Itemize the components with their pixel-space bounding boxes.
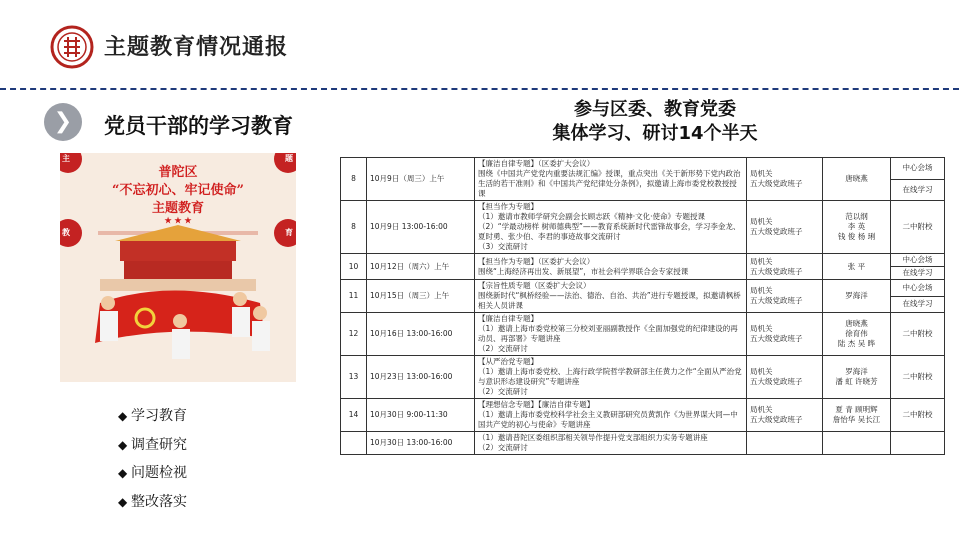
list-item: ◆ 问题检视 [118, 459, 187, 488]
table-cell [891, 432, 945, 455]
table-cell: 10月30日 9:00-11:30 [367, 399, 475, 432]
table-cell [823, 432, 891, 455]
table-cell: 在线学习 [891, 179, 945, 201]
org-line: 五大级党政班子 [750, 179, 803, 188]
poster-corner-tl: 主 [62, 154, 70, 163]
org-line: 五大级党政班子 [750, 266, 803, 276]
table-row [341, 356, 945, 399]
schedule-table [340, 157, 945, 455]
org-line: 五大级党政班子 [750, 377, 803, 386]
table-cell: 二中附校 [891, 356, 945, 399]
org-line: 局机关 [750, 324, 773, 333]
table-cell: 在线学习 [891, 296, 945, 313]
table-row [341, 399, 945, 432]
table-row [341, 254, 945, 267]
table-cell: 【担当作为专题】 （1）邀请市教师学研究会副会长顾志跃《精神·文化·使命》专题授课 （2）“学最动榜样 树师德典型”——教育系统新时代雷锋故事会，学习李金龙、夏时勇、张少伯、李君的事迹故事交流研讨 （3）交流研讨 [475, 201, 747, 254]
table-cell [747, 356, 823, 399]
poster-corner-bl: 教 [62, 228, 70, 237]
table-cell [747, 254, 823, 280]
table-cell: 10月15日（周三）上午 [367, 280, 475, 313]
table-row [341, 201, 945, 254]
table-cell: 10月12日（周六）上午 [367, 254, 475, 280]
table-cell: 【担当作为专题】（区委扩大会议） 围绕“上海经济再出发、新展望”，市社会科学界联合会专家授课 [475, 254, 747, 280]
chevron-right-icon: ❯ [44, 103, 82, 141]
table-cell: 罗海洋 潘 虹 许晓芳 [823, 356, 891, 399]
table-cell: 唐晓燕 徐育伟 陆 杰 吴 晔 [823, 313, 891, 356]
table-cell: 10月9日（周三）上午 [367, 158, 475, 201]
org-line: 五大级党政班子 [750, 334, 803, 343]
table-cell: 13 [341, 356, 367, 399]
headline-line1: 参与区委、教育党委 [574, 99, 736, 120]
org-line: 局机关 [750, 217, 773, 226]
table-cell: 【廉洁自律专题】（区委扩大会议） 围绕《中国共产党党内重要法规汇编》授课，重点突出《关于新形势下党内政治生活的若干准则》和《中国共产党纪律处分条例》，拟邀请上海市委党校教授授课 [475, 158, 747, 201]
table-cell [747, 432, 823, 455]
table-cell [747, 201, 823, 254]
table-cell: 【理想信念专题】【廉洁自律专题】 （1）邀请上海市委党校科学社会主义教研部研究员黄凯作《为世界谋大同—中国共产党的初心与使命》专题讲座 [475, 399, 747, 432]
table-cell: 在线学习 [891, 267, 945, 280]
table-cell: 10月30日 13:00-16:00 [367, 432, 475, 455]
table-cell [747, 399, 823, 432]
org-line: 局机关 [750, 405, 773, 414]
table-cell [747, 313, 823, 356]
poster-line1: 普陀区 [158, 165, 198, 180]
section-subtitle: 党员干部的学习教育 [104, 114, 293, 138]
page-title: 主题教育情况通报 [104, 35, 289, 60]
header-divider [0, 88, 959, 90]
table-cell: 10月23日 13:00-16:00 [367, 356, 475, 399]
table-cell: 8 [341, 158, 367, 201]
headline [500, 98, 810, 146]
table-cell: 夏 青 顾明辉 詹怡华 吴长江 [823, 399, 891, 432]
table-cell: 罗海洋 [823, 280, 891, 313]
table-row [341, 313, 945, 356]
table-cell: 张 平 [823, 254, 891, 280]
table-cell [747, 158, 823, 201]
org-line: 局机关 [750, 169, 773, 178]
headline-line2: 集体学习、研讨14个半天 [552, 123, 758, 144]
org-line: 局机关 [750, 286, 773, 295]
table-row [341, 432, 945, 455]
table-cell: 10 [341, 254, 367, 280]
poster-corner-br: 育 [285, 228, 293, 237]
org-line: 五大级党政班子 [750, 296, 803, 305]
table-cell: 唐晓燕 [823, 158, 891, 201]
list-item: ◆ 学习教育 [118, 402, 187, 431]
theme-poster [60, 153, 296, 382]
emblem-icon [50, 25, 94, 69]
poster-stars: ★ ★ ★ [164, 215, 192, 225]
table-cell [341, 432, 367, 455]
poster-line3: 主题教育 [151, 201, 204, 216]
org-line: 五大级党政班子 [750, 227, 803, 236]
table-cell: 10月16日 13:00-16:00 [367, 313, 475, 356]
table-cell [747, 280, 823, 313]
table-cell: （1）邀请普陀区委组织部相关领导作提升党支部组织力实务专题讲座 （2）交流研讨 [475, 432, 747, 455]
table-cell: 二中附校 [891, 201, 945, 254]
org-line: 局机关 [750, 256, 773, 266]
table-row [341, 280, 945, 297]
poster-corner-tr: 题 [285, 154, 293, 163]
table-cell: 【从严治党专题】 （1）邀请上海市委党校、上海行政学院哲学教研部主任黄力之作“全面从严治党与意识形态建设研究”专题讲座 （2）交流研讨 [475, 356, 747, 399]
table-cell: 【廉洁自律专题】 （1）邀请上海市委党校第三分校刘亚丽副教授作《全面加强党的纪律建设的再动员、再部署》专题讲座 （2）交流研讨 [475, 313, 747, 356]
poster-line2: “不忘初心、牢记使命” [112, 183, 244, 198]
table-cell: 二中附校 [891, 399, 945, 432]
table-cell: 10月9日 13:00-16:00 [367, 201, 475, 254]
table-row [341, 158, 945, 180]
table-cell: 14 [341, 399, 367, 432]
list-item: ◆ 调查研究 [118, 431, 187, 460]
table-cell: 中心会场 [891, 158, 945, 180]
list-item: ◆ 整改落实 [118, 488, 187, 517]
org-line: 五大级党政班子 [750, 415, 803, 424]
table-cell: 范以纲 李 英 钱 俊 杨 琍 [823, 201, 891, 254]
table-cell: 二中附校 [891, 313, 945, 356]
table-cell: 中心会场 [891, 280, 945, 297]
table-cell: 8 [341, 201, 367, 254]
bullet-list [118, 402, 187, 516]
org-line: 局机关 [750, 367, 773, 376]
table-cell: 11 [341, 280, 367, 313]
table-cell: 【宗旨性质专题（区委扩大会议） 围绕新时代“枫桥经验——法治、德治、自治、共治”进行专题授课，拟邀请枫桥相关人员讲课 [475, 280, 747, 313]
table-cell: 中心会场 [891, 254, 945, 267]
table-cell: 12 [341, 313, 367, 356]
